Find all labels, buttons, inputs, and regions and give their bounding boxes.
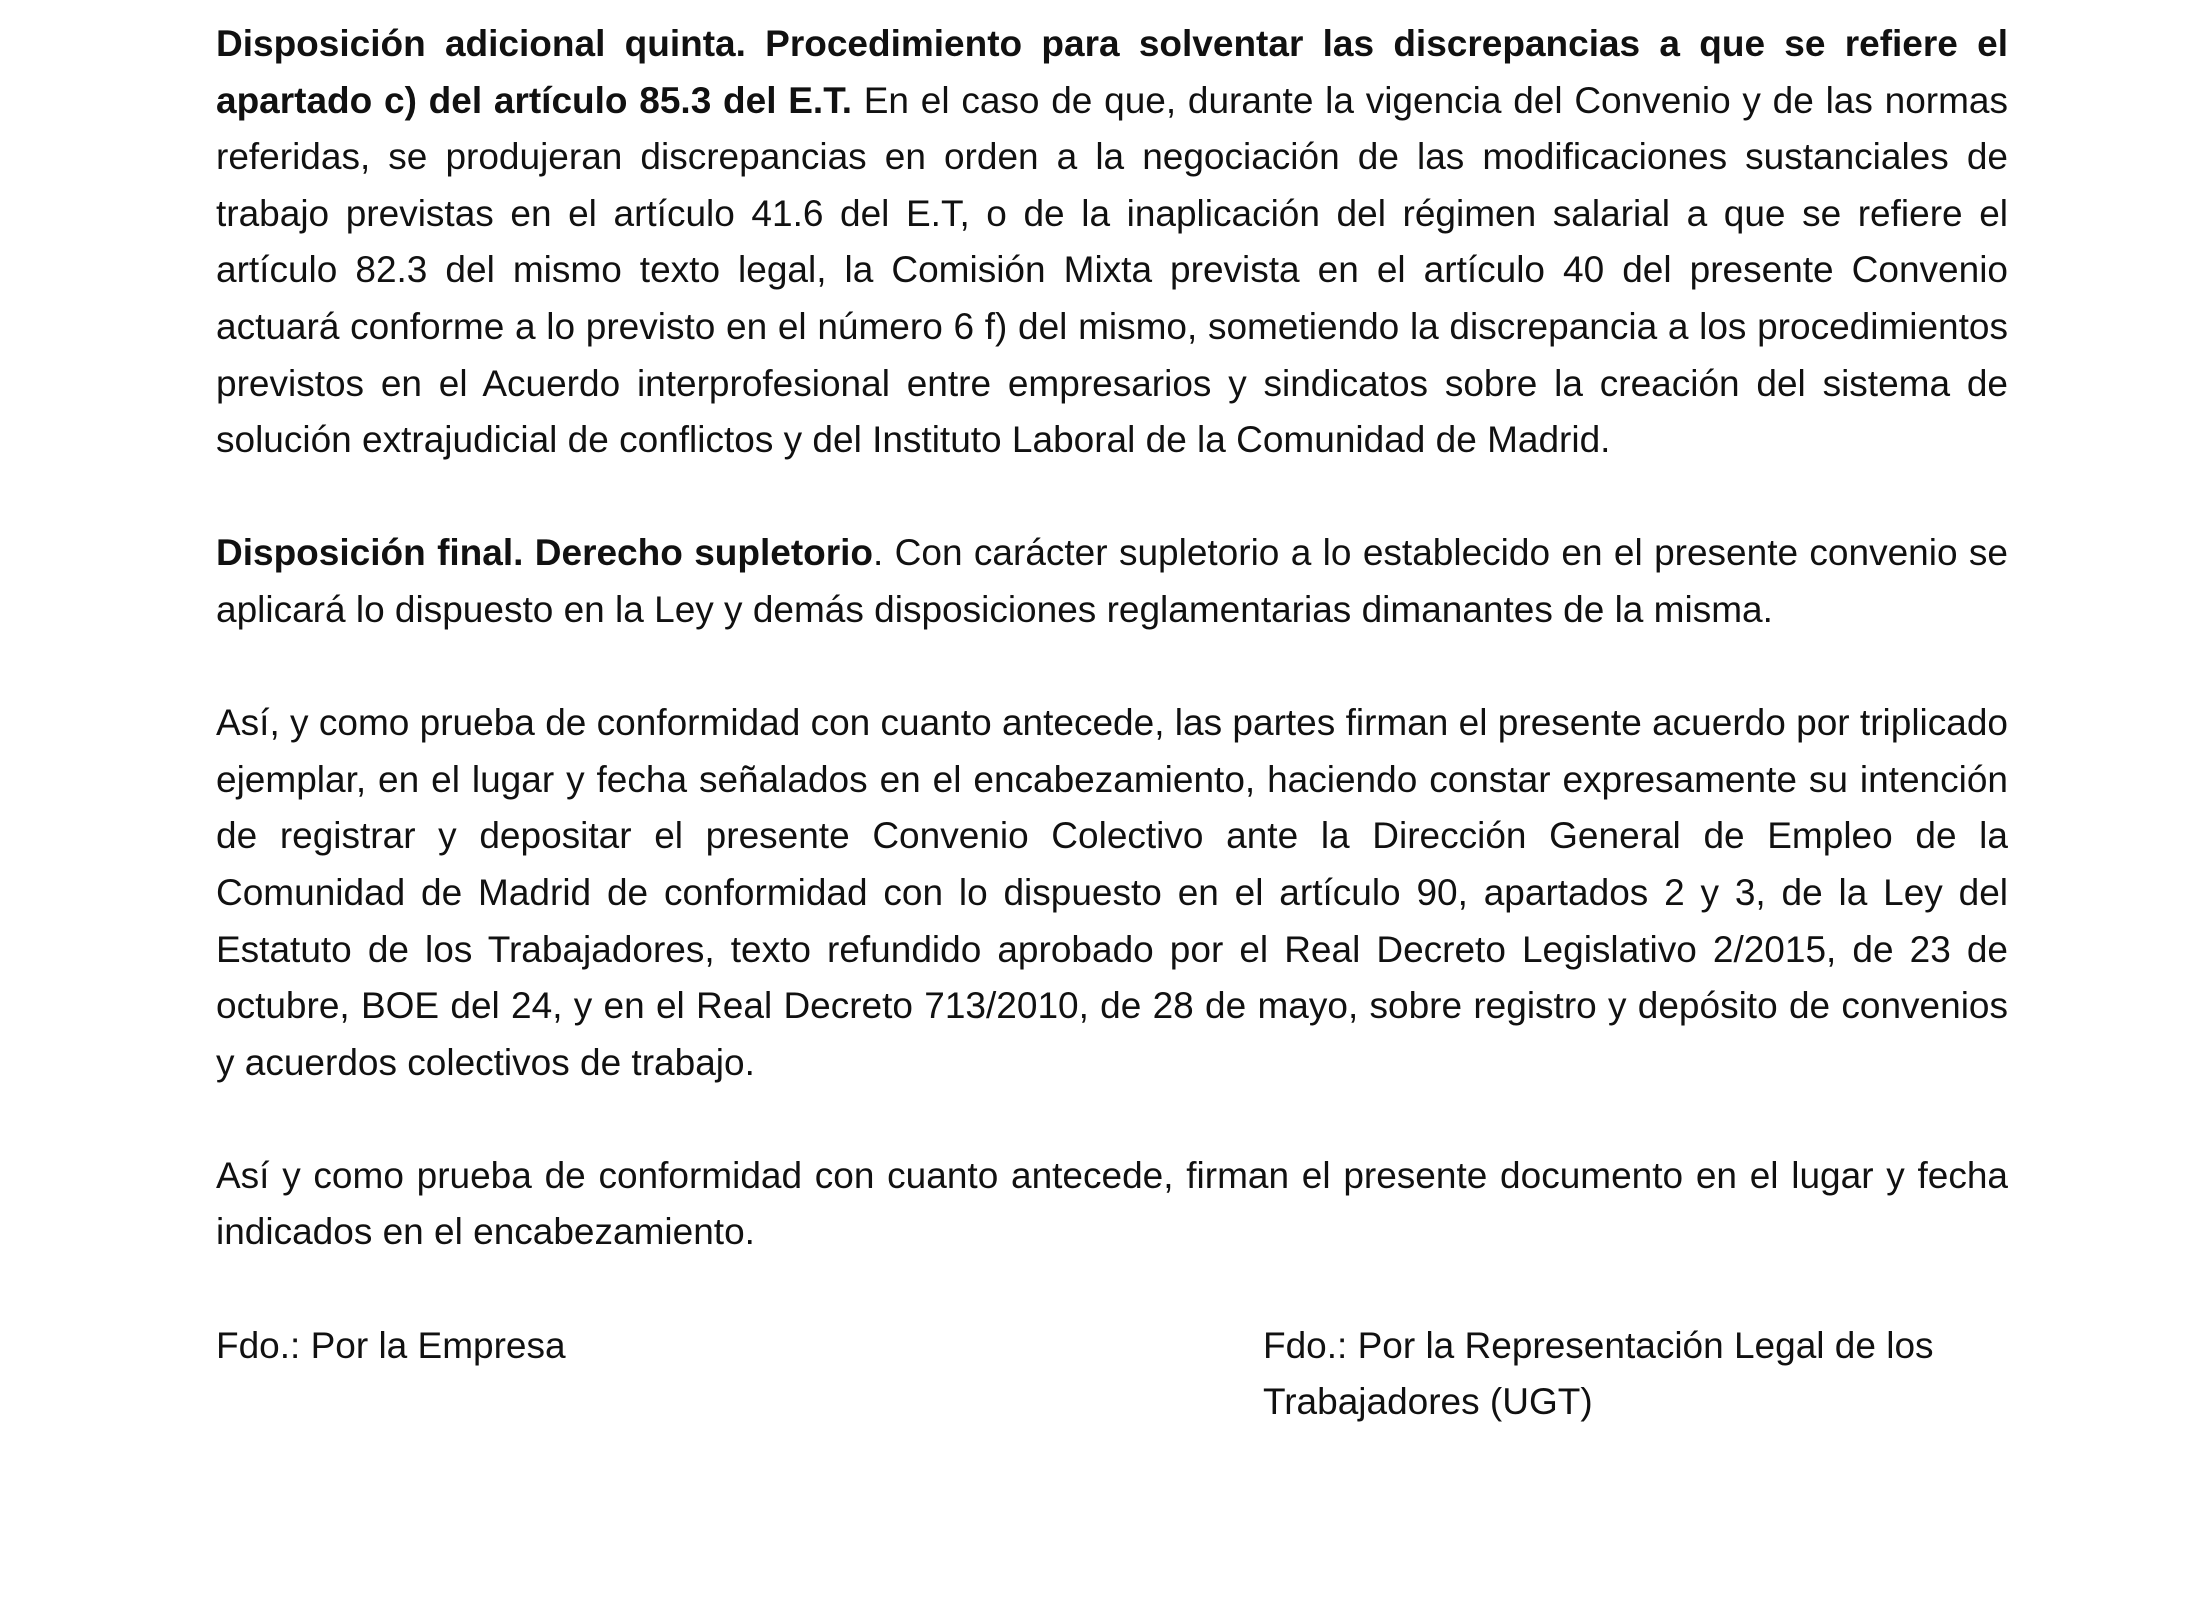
paragraph-heading: Disposición final. Derecho supletorio (216, 532, 874, 574)
paragraph-text: Así, y como prueba de conformidad con cuanto antecede, las partes firman el presente acuerdo por triplicado ejemplar, en el lugar y fecha señalados en el encabezamiento, haciendo constar expresamente su intención de registrar y depositar el presente Convenio Colectivo ante la Dirección General de Empleo de la Comunidad de Madrid de conformidad con lo dispuesto en el artículo 90, apartados 2 y 3, de la Ley del Estatuto de los Trabajadores, texto refundido aprobado por el Real Decreto Legislativo 2/2015, de 23 de octubre, BOE del 24, y en el Real Decreto 713/2010, de 28 de mayo, sobre registro y depósito de convenios y acuerdos colectivos de trabajo. (216, 702, 2008, 1083)
signature-block (216, 1318, 2008, 1431)
paragraph-text: . Con carácter supletorio a lo establecido en el presente convenio se aplicará lo dispuesto en la Ley y demás disposiciones reglamentarias dimanantes de la misma. (216, 532, 2008, 630)
document-body (216, 16, 2008, 1431)
signature-line: Trabajadores (UGT) (1263, 1381, 1593, 1423)
paragraph-heading: Disposición adicional quinta. Procedimiento para solventar las discrepancias a que se refiere el apartado c) del artículo 85.3 del E.T. (216, 23, 2008, 121)
signature-line: Fdo.: Por la Representación Legal de los (1263, 1324, 1934, 1366)
signature-representacion-legal (1263, 1318, 2008, 1431)
signature-empresa: Fdo.: Por la Empresa (216, 1324, 566, 1366)
paragraph-firma-documento (216, 1148, 2008, 1261)
paragraph-disposicion-final (216, 525, 2008, 638)
paragraph-text: En el caso de que, durante la vigencia del Convenio y de las normas referidas, se produjeran discrepancias en orden a la negociación de las modificaciones sustanciales de trabajo previstas en el artículo 41.6 del E.T, o de la inaplicación del régimen salarial a que se refiere el artículo 82.3 del mismo texto legal, la Comisión Mixta prevista en el artículo 40 del presente Convenio actuará conforme a lo previsto en el número 6 f) del mismo, sometiendo la discrepancia a los procedimientos previstos en el Acuerdo interprofesional entre empresarios y sindicatos sobre la creación del sistema de solución extrajudicial de conflictos y del Instituto Laboral de la Comunidad de Madrid. (216, 79, 2009, 461)
paragraph-disposicion-adicional-quinta (216, 16, 2008, 469)
paragraph-conformidad (216, 695, 2008, 1091)
paragraph-text: Así y como prueba de conformidad con cuanto antecede, firman el presente documento en el lugar y fecha indicados en el encabezamiento. (216, 1154, 2008, 1253)
